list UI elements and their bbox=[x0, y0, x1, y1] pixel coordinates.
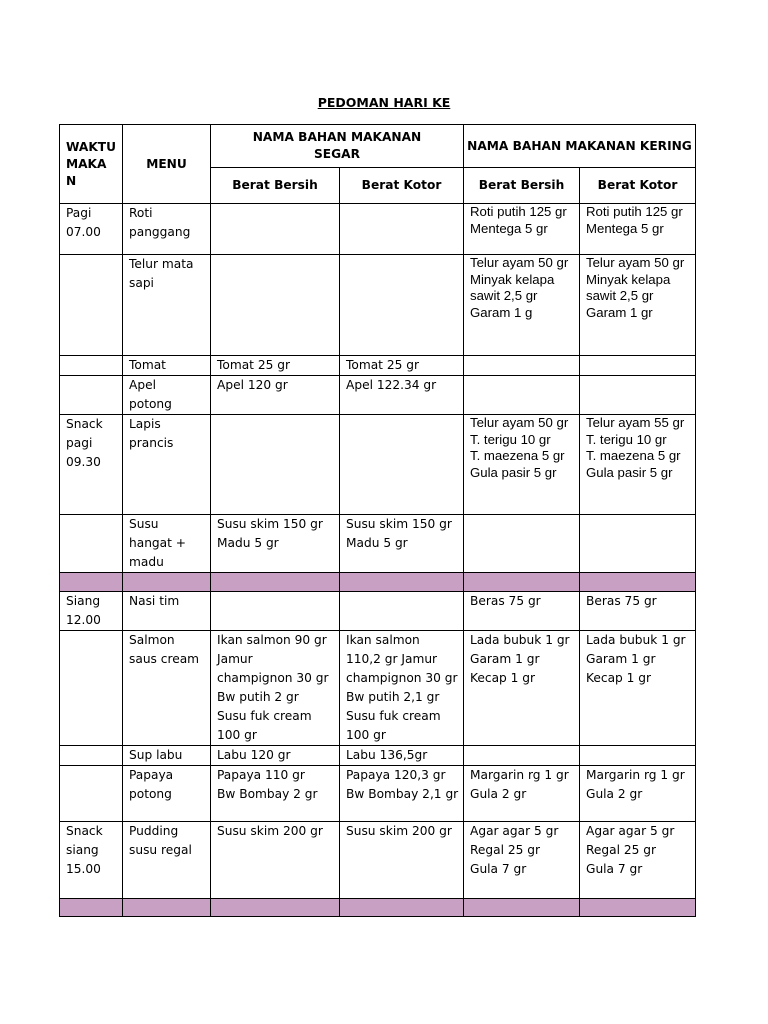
cell-segar-kotor bbox=[340, 376, 464, 415]
cell-line: Telur ayam 50 gr bbox=[586, 255, 685, 270]
cell-segar-kotor bbox=[340, 746, 464, 766]
cell-line: pagi bbox=[66, 436, 93, 450]
cell-line: Garam 1 gr bbox=[586, 304, 653, 320]
cell-line: Gula pasir 5 gr bbox=[586, 464, 673, 480]
cell-waktu bbox=[60, 746, 123, 766]
cell-line: Bw Bombay 2,1 gr bbox=[346, 787, 459, 801]
cell-line: Beras 75 gr bbox=[586, 594, 657, 608]
table-row bbox=[60, 204, 696, 255]
cell-line: Salmon bbox=[129, 633, 175, 647]
cell-line: Garam 1 g bbox=[470, 304, 533, 320]
cell-kering-kotor bbox=[580, 592, 696, 631]
cell-line: 110,2 gr Jamur bbox=[346, 652, 438, 666]
cell-waktu bbox=[60, 766, 123, 822]
cell-menu bbox=[123, 766, 211, 822]
cell-line: Gula 2 gr bbox=[586, 787, 643, 801]
cell-kering-kotor bbox=[580, 255, 696, 356]
cell-line: saus cream bbox=[129, 652, 200, 666]
cell-line: Susu bbox=[129, 517, 159, 531]
cell-segar-bersih bbox=[211, 631, 340, 746]
cell-line: Roti putih 125 gr bbox=[470, 204, 567, 219]
cell-line: Papaya 120,3 gr bbox=[346, 768, 446, 782]
cell-line: Garam 1 gr bbox=[586, 652, 656, 666]
cell-waktu bbox=[60, 822, 123, 899]
menu-table bbox=[59, 124, 696, 917]
cell-menu bbox=[123, 255, 211, 356]
cell-line: Kecap 1 gr bbox=[470, 671, 536, 685]
cell-line: Lada bubuk 1 gr bbox=[470, 633, 570, 647]
cell-segar-bersih bbox=[211, 376, 340, 415]
cell-segar-kotor bbox=[340, 356, 464, 376]
page-title: PEDOMAN HARI KE bbox=[317, 95, 451, 110]
cell-line: Gula 7 gr bbox=[586, 862, 643, 876]
cell-line: T. maezena 5 gr bbox=[470, 448, 565, 463]
cell-line: Gula 2 gr bbox=[470, 787, 527, 801]
cell-kering-bersih bbox=[464, 255, 580, 356]
cell-waktu bbox=[60, 255, 123, 356]
cell-line: Agar agar 5 gr bbox=[470, 824, 559, 838]
cell-line: Roti putih 125 gr bbox=[586, 204, 683, 219]
cell-line: Telur ayam 55 gr bbox=[586, 415, 685, 430]
cell-menu bbox=[123, 415, 211, 515]
separator-cell bbox=[464, 899, 580, 917]
cell-segar-bersih bbox=[211, 746, 340, 766]
cell-segar-kotor bbox=[340, 592, 464, 631]
separator-cell bbox=[211, 899, 340, 917]
cell-menu bbox=[123, 376, 211, 415]
cell-line: Susu fuk cream bbox=[217, 709, 312, 723]
cell-line: 100 gr bbox=[346, 728, 386, 742]
cell-line: siang bbox=[66, 843, 99, 857]
cell-line: Gula pasir 5 gr bbox=[470, 464, 557, 480]
cell-line: Labu 136,5gr bbox=[346, 748, 428, 762]
separator-cell bbox=[580, 899, 696, 917]
cell-line: Beras 75 gr bbox=[470, 594, 541, 608]
table-row bbox=[60, 255, 696, 356]
table-row bbox=[60, 415, 696, 515]
cell-line: Sup labu bbox=[129, 748, 183, 762]
separator-cell bbox=[123, 573, 211, 592]
cell-line: Margarin rg 1 gr bbox=[470, 768, 569, 782]
header-segar-bersih: Berat Bersih bbox=[211, 168, 340, 204]
cell-line: Susu skim 200 gr bbox=[217, 824, 323, 838]
cell-kering-bersih bbox=[464, 592, 580, 631]
cell-kering-bersih bbox=[464, 356, 580, 376]
cell-line: Minyak kelapa sawit 2,5 gr bbox=[470, 271, 555, 303]
cell-line: Snack bbox=[66, 417, 103, 431]
cell-line: champignon 30 gr bbox=[217, 671, 329, 685]
cell-line: Agar agar 5 gr bbox=[586, 824, 675, 838]
cell-kering-bersih bbox=[464, 204, 580, 255]
cell-line: Snack bbox=[66, 824, 103, 838]
cell-kering-kotor bbox=[580, 631, 696, 746]
cell-line: Regal 25 gr bbox=[470, 843, 541, 857]
cell-line: Madu 5 gr bbox=[217, 536, 279, 550]
cell-line: Mentega 5 gr bbox=[586, 220, 664, 236]
cell-segar-bersih bbox=[211, 592, 340, 631]
cell-kering-kotor bbox=[580, 204, 696, 255]
cell-kering-kotor bbox=[580, 415, 696, 515]
separator-cell bbox=[60, 573, 123, 592]
cell-waktu bbox=[60, 515, 123, 573]
table-row bbox=[60, 356, 696, 376]
cell-waktu bbox=[60, 376, 123, 415]
cell-line: 07.00 bbox=[66, 225, 101, 239]
cell-line: Apel 120 gr bbox=[217, 378, 288, 392]
cell-line: Ikan salmon bbox=[346, 633, 420, 647]
cell-waktu bbox=[60, 592, 123, 631]
cell-line: Telur ayam 50 gr bbox=[470, 415, 569, 430]
cell-line: Apel 122.34 gr bbox=[346, 378, 437, 392]
cell-line: T. terigu 10 gr bbox=[586, 431, 667, 447]
cell-line: Garam 1 gr bbox=[470, 652, 540, 666]
cell-line: 12.00 bbox=[66, 613, 101, 627]
separator-cell bbox=[123, 899, 211, 917]
cell-line: 09.30 bbox=[66, 455, 101, 469]
cell-line: Pudding bbox=[129, 824, 179, 838]
cell-line: potong bbox=[129, 397, 172, 411]
cell-line: Bw putih 2,1 gr bbox=[346, 690, 440, 704]
cell-kering-bersih bbox=[464, 766, 580, 822]
cell-line: Regal 25 gr bbox=[586, 843, 657, 857]
table-row bbox=[60, 515, 696, 573]
cell-kering-kotor bbox=[580, 356, 696, 376]
cell-line: champignon 30 gr bbox=[346, 671, 458, 685]
table-row bbox=[60, 822, 696, 899]
cell-line: Kecap 1 gr bbox=[586, 671, 652, 685]
cell-segar-kotor bbox=[340, 515, 464, 573]
cell-kering-bersih bbox=[464, 746, 580, 766]
cell-segar-kotor bbox=[340, 415, 464, 515]
cell-segar-bersih bbox=[211, 822, 340, 899]
cell-line: Telur ayam 50 gr bbox=[470, 255, 569, 270]
cell-line: Madu 5 gr bbox=[346, 536, 408, 550]
cell-line: Nasi tim bbox=[129, 594, 180, 608]
separator-cell bbox=[211, 573, 340, 592]
cell-menu bbox=[123, 592, 211, 631]
cell-line: Tomat 25 gr bbox=[346, 358, 419, 372]
cell-line: Gula 7 gr bbox=[470, 862, 527, 876]
cell-line: Susu fuk cream bbox=[346, 709, 441, 723]
cell-segar-kotor bbox=[340, 255, 464, 356]
header-waktu: WAKTU MAKA N bbox=[60, 125, 123, 204]
cell-segar-bersih bbox=[211, 356, 340, 376]
cell-line: Telur mata bbox=[129, 257, 194, 271]
cell-segar-bersih bbox=[211, 255, 340, 356]
cell-line: Siang bbox=[66, 594, 101, 608]
cell-line: Ikan salmon 90 gr bbox=[217, 633, 327, 647]
cell-kering-kotor bbox=[580, 376, 696, 415]
cell-kering-kotor bbox=[580, 746, 696, 766]
cell-line: Tomat 25 gr bbox=[217, 358, 290, 372]
cell-line: Susu skim 200 gr bbox=[346, 824, 452, 838]
cell-line: Roti bbox=[129, 206, 153, 220]
cell-segar-bersih bbox=[211, 515, 340, 573]
cell-segar-kotor bbox=[340, 631, 464, 746]
cell-segar-bersih bbox=[211, 415, 340, 515]
cell-line: panggang bbox=[129, 225, 191, 239]
cell-line: Pagi bbox=[66, 206, 92, 220]
cell-line: Bw Bombay 2 gr bbox=[217, 787, 318, 801]
cell-line: Margarin rg 1 gr bbox=[586, 768, 685, 782]
cell-menu bbox=[123, 515, 211, 573]
cell-waktu bbox=[60, 631, 123, 746]
cell-menu bbox=[123, 204, 211, 255]
cell-waktu bbox=[60, 356, 123, 376]
separator-cell bbox=[464, 573, 580, 592]
header-kering-kotor: Berat Kotor bbox=[580, 168, 696, 204]
cell-line: Susu skim 150 gr bbox=[217, 517, 323, 531]
cell-segar-bersih bbox=[211, 766, 340, 822]
cell-line: prancis bbox=[129, 436, 174, 450]
cell-line: Susu skim 150 gr bbox=[346, 517, 452, 531]
cell-line: Papaya 110 gr bbox=[217, 768, 305, 782]
cell-line: 100 gr bbox=[217, 728, 257, 742]
header-menu: MENU bbox=[123, 125, 211, 204]
cell-kering-bersih bbox=[464, 822, 580, 899]
cell-line: sapi bbox=[129, 276, 154, 290]
cell-line: 15.00 bbox=[66, 862, 101, 876]
header-kering-bersih: Berat Bersih bbox=[464, 168, 580, 204]
cell-segar-kotor bbox=[340, 204, 464, 255]
cell-waktu bbox=[60, 415, 123, 515]
header-segar-kotor: Berat Kotor bbox=[340, 168, 464, 204]
cell-kering-bersih bbox=[464, 376, 580, 415]
table-row bbox=[60, 376, 696, 415]
cell-kering-kotor bbox=[580, 822, 696, 899]
table-row bbox=[60, 592, 696, 631]
header-segar: NAMA BAHAN MAKANAN SEGAR bbox=[211, 125, 464, 168]
separator-cell bbox=[340, 573, 464, 592]
cell-line: Apel bbox=[129, 378, 156, 392]
cell-waktu bbox=[60, 204, 123, 255]
cell-line: Bw putih 2 gr bbox=[217, 690, 299, 704]
cell-line: susu regal bbox=[129, 843, 192, 857]
cell-line: madu bbox=[129, 555, 164, 569]
cell-menu bbox=[123, 746, 211, 766]
cell-line: potong bbox=[129, 787, 172, 801]
cell-line: Papaya bbox=[129, 768, 174, 782]
cell-menu bbox=[123, 356, 211, 376]
cell-segar-kotor bbox=[340, 822, 464, 899]
table-row bbox=[60, 746, 696, 766]
cell-line: Tomat bbox=[129, 358, 166, 372]
cell-segar-bersih bbox=[211, 204, 340, 255]
cell-line: Lapis bbox=[129, 417, 161, 431]
cell-line: Mentega 5 gr bbox=[470, 220, 548, 236]
separator-row bbox=[60, 899, 696, 917]
table-row bbox=[60, 631, 696, 746]
cell-menu bbox=[123, 822, 211, 899]
cell-line: Lada bubuk 1 gr bbox=[586, 633, 686, 647]
cell-menu bbox=[123, 631, 211, 746]
separator-cell bbox=[580, 573, 696, 592]
table-row bbox=[60, 766, 696, 822]
separator-cell bbox=[340, 899, 464, 917]
cell-kering-kotor bbox=[580, 766, 696, 822]
cell-line: Labu 120 gr bbox=[217, 748, 291, 762]
cell-line: hangat + bbox=[129, 536, 186, 550]
separator-row bbox=[60, 573, 696, 592]
cell-line: T. maezena 5 gr bbox=[586, 448, 681, 463]
cell-segar-kotor bbox=[340, 766, 464, 822]
cell-line: Minyak kelapa sawit 2,5 gr bbox=[586, 271, 671, 303]
cell-kering-bersih bbox=[464, 415, 580, 515]
header-kering: NAMA BAHAN MAKANAN KERING bbox=[464, 125, 696, 168]
cell-kering-kotor bbox=[580, 515, 696, 573]
cell-line: T. terigu 10 gr bbox=[470, 431, 551, 447]
cell-kering-bersih bbox=[464, 515, 580, 573]
separator-cell bbox=[60, 899, 123, 917]
cell-line: Jamur bbox=[217, 652, 253, 666]
cell-kering-bersih bbox=[464, 631, 580, 746]
